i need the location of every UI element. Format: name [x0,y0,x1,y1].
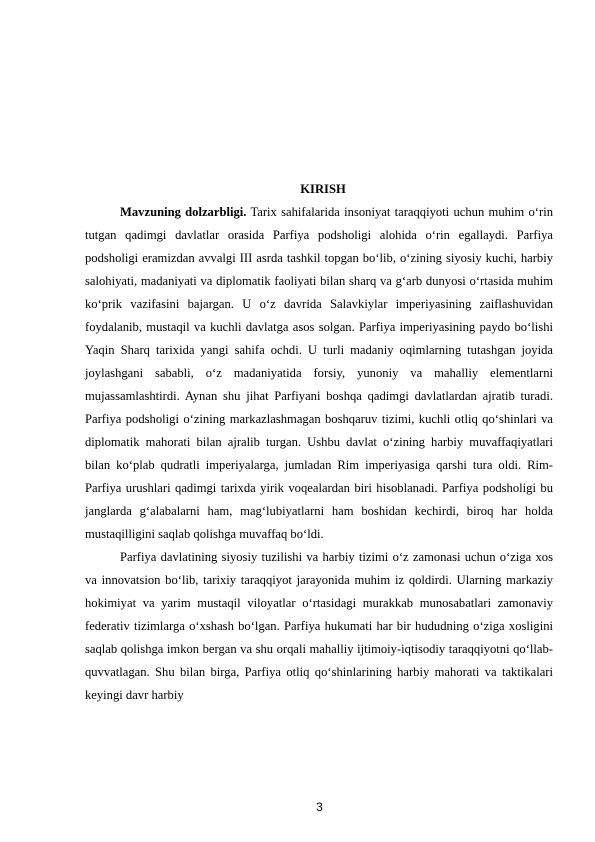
section-title: KIRISH [300,182,346,196]
page-number: 3 [316,800,323,814]
paragraph-lead: Mavzuning dolzarbligi. [120,205,247,219]
paragraph-body: Tarix sahifalarida insoniyat taraqqiyoti uchun muhim o‘rin tutgan qadimgi davlatlar orasida Parfiya podsholigi alohida o‘rin egallaydi. Parfiya podsholigi eramizdan avvalgi III asrda tashkil topgan bo‘lib, o‘zining siyosiy kuchi, harbiy salohiyati, madaniyati va diplomatik faoliyati bilan sharq va g‘arb dunyosi o‘rtasida muhim ko‘prik vazifasini bajargan. U o‘z davrida Salavkiylar imperiyasining zaiflashuvidan foydalanib, mustaqil va kuchli davlatga asos solgan. Parfiya imperiyasining paydo bo‘lishi Yaqin Sharq tarixida yangi sahifa ochdi. U turli madaniy oqimlarning tutashgan joyida joylashgani sababli, o‘z madaniyatida forsiy, yunoniy va mahalliy elementlarni mujassamlashtirdi. Aynan shu jihat Parfiyani boshqa qadimgi davlatlardan ajratib turadi. Parfiya podsholigi o‘zining markazlashmagan boshqaruv tizimi, kuchli otliq qo‘shinlari va diplomatik mahorati bilan ajralib turgan. Ushbu davlat o‘zining harbiy muvaffaqiyatlari bilan ko‘plab qudratli imperiyalarga, jumladan Rim imperiyasiga qarshi tura oldi. Rim-Parfiya urushlari qadimgi tarixda yirik voqealardan biri hisoblanadi. Parfiya podsholigi bu janglarda g‘alabalarni ham, mag‘lubiyatlarni ham boshidan kechirdi, biroq har holda mustaqilligini saqlab qolishga muvaffaq bo‘ldi. [85,205,553,541]
page-content [85,178,553,707]
paragraph-political-structure: Parfiya davlatining siyosiy tuzilishi va harbiy tizimi o‘z zamonasi uchun o‘ziga xos va innovatsion bo‘lib, tarixiy taraqqiyot jarayonida muhim iz qoldirdi. Ularning markaziy hokimiyat va yarim mustaqil viloyatlar o‘rtasidagi murakkab munosabatlari zamonaviy federativ tizimlarga o‘xshash bo‘lgan. Parfiya hukumati har bir hududning o‘ziga xosligini saqlab qolishga imkon bergan va shu orqali mahalliy ijtimoiy-iqtisodiy taraqqiyotni qo‘llab-quvvatlagan. Shu bilan birga, Parfiya otliq qo‘shinlarining harbiy mahorati va taktikalari keyingi davr harbiy [85,550,553,702]
paragraph-relevance [85,201,553,546]
